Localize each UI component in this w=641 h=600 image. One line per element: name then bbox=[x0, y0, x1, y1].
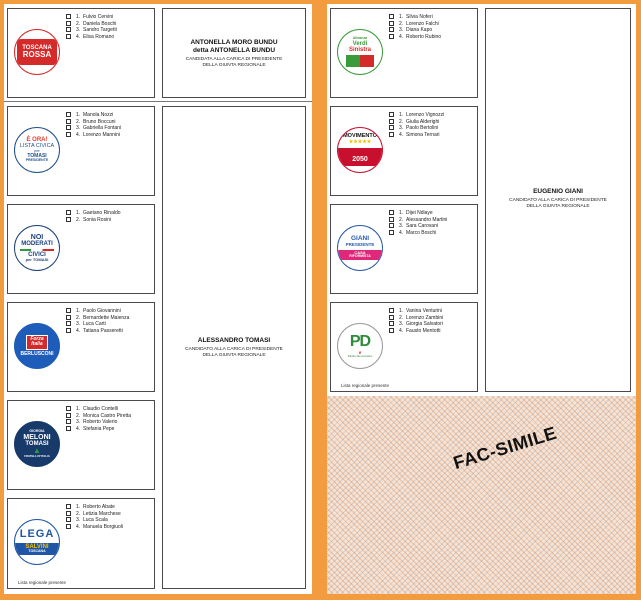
forza-italia-logo bbox=[14, 323, 60, 369]
checkbox[interactable] bbox=[66, 27, 71, 32]
nominee-row[interactable]: 3. Roberto Valerio bbox=[66, 419, 131, 426]
candidate-box-bundu[interactable] bbox=[162, 8, 306, 98]
nominee-name: Silvia Noferi bbox=[406, 14, 433, 20]
list-box-toscana-rossa[interactable] bbox=[7, 8, 155, 98]
nominee-row[interactable]: 3. Luca Scala bbox=[66, 517, 123, 524]
checkbox[interactable] bbox=[389, 321, 394, 326]
nominee-list bbox=[389, 210, 447, 236]
casa-riformista-logo bbox=[337, 225, 383, 271]
nominee-row[interactable]: 3. Paolo Bertolini bbox=[389, 125, 444, 132]
checkbox[interactable] bbox=[66, 413, 71, 418]
checkbox[interactable] bbox=[389, 217, 394, 222]
nominee-name: Dijei Ndiaye bbox=[406, 210, 433, 216]
candidate-name: ALESSANDRO TOMASI bbox=[197, 337, 271, 344]
nominee-row[interactable]: 2. Giulia Alderighi bbox=[389, 119, 444, 126]
nominee-row[interactable]: 3. Luca Carti bbox=[66, 321, 129, 328]
nominee-name: Vanina Venturini bbox=[406, 308, 443, 314]
fratelli-italia-logo bbox=[14, 421, 60, 467]
nominee-row[interactable]: 4. Roberto Rubino bbox=[389, 34, 441, 41]
nominee-row[interactable]: 3. Diana Kapo bbox=[389, 27, 441, 34]
movimento-logo bbox=[337, 127, 383, 173]
checkbox[interactable] bbox=[66, 406, 71, 411]
nominee-name: Luca Carti bbox=[83, 321, 106, 327]
logo-text: PRESIDENTE bbox=[345, 242, 375, 248]
stars-icon: ★★★★★ bbox=[348, 139, 372, 146]
candidate-subtitle: DELLA GIUNTA REGIONALE bbox=[526, 204, 590, 209]
candidate-name: ANTONELLA MORO BUNDU bbox=[190, 39, 278, 46]
nominee-name: Alessandro Martini bbox=[406, 216, 448, 223]
nominee-row[interactable]: 2. Lorenzo Falchi bbox=[389, 21, 441, 28]
nominee-name: Roberto Valerio bbox=[83, 419, 118, 425]
nominee-name: Marco Boschi bbox=[406, 229, 437, 236]
nominee-name: Simona Ternari bbox=[406, 131, 440, 138]
nominee-row[interactable]: 4. Manuela Borgiuoli bbox=[66, 524, 123, 531]
checkbox[interactable] bbox=[389, 21, 394, 26]
nominee-row[interactable]: 1. Vanina Venturini bbox=[389, 308, 443, 315]
avs-green-block bbox=[346, 55, 360, 67]
checkbox[interactable] bbox=[66, 308, 71, 313]
logo-text: Italia bbox=[31, 341, 43, 348]
checkbox[interactable] bbox=[66, 210, 71, 215]
list-box-noi-moderati[interactable] bbox=[7, 204, 155, 294]
nominee-row[interactable]: 3. Sandro Targetti bbox=[66, 27, 117, 34]
nominee-name: Fausto Mentotti bbox=[406, 327, 441, 334]
nominee-name: Bernardette Maienza bbox=[83, 314, 130, 321]
nominee-name: Letizia Marchese bbox=[83, 510, 121, 517]
nominee-name: Manola Nozzi bbox=[83, 112, 114, 118]
checkbox[interactable] bbox=[66, 426, 71, 431]
logo-text: Forza bbox=[30, 336, 44, 343]
nominee-row[interactable]: 2. Letizia Marchese bbox=[66, 511, 123, 518]
logo-text: TOMASI bbox=[27, 152, 47, 159]
nominee-name: Paolo Bertolini bbox=[406, 125, 439, 131]
nominee-list bbox=[66, 210, 121, 223]
logo-text: GIANI bbox=[350, 235, 370, 243]
checkbox[interactable] bbox=[389, 328, 394, 333]
olive-branch-icon: ❦ bbox=[358, 349, 362, 355]
checkbox[interactable] bbox=[66, 217, 71, 222]
nominee-name: Gaetano Rinaldo bbox=[83, 210, 121, 216]
checkbox[interactable] bbox=[389, 230, 394, 235]
nominee-list bbox=[389, 308, 443, 334]
pd-logo bbox=[337, 323, 383, 369]
candidate-box-tomasi[interactable] bbox=[162, 106, 306, 589]
nominee-list bbox=[66, 504, 123, 530]
nominee-row[interactable]: 2. Bruno Boccuni bbox=[66, 119, 121, 126]
logo-text: TOSCANA bbox=[22, 44, 52, 51]
nominee-name: Diana Kapo bbox=[406, 27, 433, 33]
checkbox[interactable] bbox=[389, 223, 394, 228]
candidate-subtitle: DELLA GIUNTA REGIONALE bbox=[202, 63, 266, 68]
logo-text: RIFORMISTA bbox=[349, 254, 371, 259]
flame-icon: ▲ bbox=[33, 446, 41, 456]
nominee-row[interactable]: 1. Manola Nozzi bbox=[66, 112, 121, 119]
checkbox[interactable] bbox=[66, 315, 71, 320]
logo-text: MODERATI bbox=[21, 241, 53, 248]
nominee-row[interactable]: 3. Gabriella Fontani bbox=[66, 125, 121, 132]
nominee-row[interactable]: 3. Giorgia Salvatori bbox=[389, 321, 443, 328]
candidate-alias: detta ANTONELLA BUNDU bbox=[192, 47, 276, 54]
nominee-list bbox=[389, 112, 444, 138]
checkbox[interactable] bbox=[66, 504, 71, 509]
checkbox[interactable] bbox=[389, 27, 394, 32]
nominee-name: Stefania Pepe bbox=[83, 425, 115, 432]
logo-text: 2050 bbox=[352, 155, 368, 163]
checkbox[interactable] bbox=[66, 517, 71, 522]
nominee-row[interactable]: 2. Daniela Boschi bbox=[66, 21, 117, 28]
checkbox[interactable] bbox=[389, 308, 394, 313]
nominee-name: Lorenzo Vignozzi bbox=[406, 112, 445, 118]
logo-text: BERLUSCONI bbox=[20, 350, 54, 357]
nominee-name: Roberto Rubino bbox=[406, 33, 442, 40]
nominee-row[interactable]: 2. Monica Castro Piretta bbox=[66, 413, 131, 420]
nominee-row[interactable]: 4. Elisa Romano bbox=[66, 34, 117, 41]
logo-text: per bbox=[34, 148, 40, 154]
checkbox[interactable] bbox=[66, 524, 71, 529]
avs-red-block bbox=[360, 55, 374, 67]
nominee-row[interactable]: 1. Gaetano Rinaldo bbox=[66, 210, 121, 217]
logo-text: Partito Democratico bbox=[347, 353, 373, 358]
logo-text: SALVINI bbox=[25, 543, 49, 550]
list-box-lega[interactable] bbox=[7, 498, 155, 589]
logo-text: TOMASI bbox=[25, 440, 49, 447]
logo-text: PD bbox=[349, 333, 371, 351]
nominee-row[interactable]: 1. Fulvio Cervini bbox=[66, 14, 117, 21]
toscana-rossa-logo bbox=[14, 29, 60, 75]
list-box-pd[interactable] bbox=[330, 302, 478, 392]
checkbox[interactable] bbox=[389, 132, 394, 137]
nominee-list bbox=[66, 112, 121, 138]
checkbox[interactable] bbox=[389, 112, 394, 117]
nominee-name: Tatiana Passeretti bbox=[83, 327, 123, 334]
list-box-avs[interactable] bbox=[330, 8, 478, 98]
facsimile-label: FAC-SIMILE bbox=[451, 422, 560, 474]
checkbox[interactable] bbox=[66, 419, 71, 424]
nominee-row[interactable]: 1. Lorenzo Vignozzi bbox=[389, 112, 444, 119]
list-box-forza-italia[interactable] bbox=[7, 302, 155, 392]
nominee-name: Lorenzo Zambini bbox=[406, 314, 444, 321]
nominee-row[interactable]: 2. Alessandro Martini bbox=[389, 217, 447, 224]
nominee-name: Lorenzo Falchi bbox=[406, 20, 439, 27]
checkbox[interactable] bbox=[389, 14, 394, 19]
nominee-name: Paolo Giovannini bbox=[83, 308, 121, 314]
checkbox[interactable] bbox=[66, 14, 71, 19]
nominee-name: Monica Castro Piretta bbox=[83, 412, 132, 419]
nominee-name: Lorenzo Mannini bbox=[83, 131, 120, 138]
nominee-row[interactable]: 2. Lorenzo Zambini bbox=[389, 315, 443, 322]
nominee-row[interactable]: 3. Sara Carovani bbox=[389, 223, 447, 230]
logo-text: Sinistra bbox=[348, 46, 371, 53]
checkbox[interactable] bbox=[389, 34, 394, 39]
nominee-list bbox=[389, 14, 441, 40]
checkbox[interactable] bbox=[389, 125, 394, 130]
nominee-row[interactable]: 1. Claudio Contelli bbox=[66, 406, 131, 413]
group-divider bbox=[4, 101, 312, 102]
nominee-name: Elisa Romano bbox=[83, 33, 115, 40]
nominee-name: Claudio Contelli bbox=[83, 406, 119, 412]
checkbox[interactable] bbox=[389, 210, 394, 215]
list-box-movimento[interactable] bbox=[330, 106, 478, 196]
candidate-subtitle: CANDIDATO ALLA CARICA DI PRESIDENTE bbox=[185, 347, 283, 352]
nominee-list bbox=[66, 14, 117, 40]
nominee-name: Roberto Abate bbox=[83, 504, 115, 510]
candidate-subtitle: CANDIDATA ALLA CARICA DI PRESIDENTE bbox=[185, 57, 283, 62]
nominee-row[interactable]: 4. Stefania Pepe bbox=[66, 426, 131, 433]
nominee-row[interactable]: 1. Silvia Noferi bbox=[389, 14, 441, 21]
nominee-name: Sonia Rosini bbox=[83, 216, 112, 223]
checkbox[interactable] bbox=[389, 315, 394, 320]
avs-logo bbox=[337, 29, 383, 75]
facsimile-hatched-area bbox=[327, 396, 636, 594]
nominee-name: Giorgia Salvatori bbox=[406, 321, 443, 327]
checkbox[interactable] bbox=[66, 21, 71, 26]
checkbox[interactable] bbox=[66, 511, 71, 516]
candidate-subtitle: CANDIDATO ALLA CARICA DI PRESIDENTE bbox=[509, 198, 607, 203]
checkbox[interactable] bbox=[66, 132, 71, 137]
nominee-row[interactable]: 4. Marco Boschi bbox=[389, 230, 447, 237]
candidate-subtitle: DELLA GIUNTA REGIONALE bbox=[202, 353, 266, 358]
nominee-name: Giulia Alderighi bbox=[406, 118, 440, 125]
regional-list-note: Lista regionale presente bbox=[341, 383, 390, 388]
checkbox[interactable] bbox=[389, 119, 394, 124]
nominee-name: Manuela Borgiuoli bbox=[83, 523, 124, 530]
candidate-name: EUGENIO GIANI bbox=[533, 188, 583, 195]
nominee-row[interactable]: 1. Dijei Ndiaye bbox=[389, 210, 447, 217]
nominee-name: Daniela Boschi bbox=[83, 20, 117, 27]
logo-text: FRATELLI D'ITALIA bbox=[24, 454, 50, 459]
nominee-row[interactable]: 4. Simona Ternari bbox=[389, 132, 444, 139]
tricolor-stripe bbox=[20, 249, 54, 251]
logo-text: Verdi bbox=[352, 40, 368, 47]
nominee-list bbox=[66, 308, 129, 334]
nominee-name: Sandro Targetti bbox=[83, 27, 117, 33]
logo-text: CIVICI bbox=[28, 251, 46, 258]
logo-text: NOI bbox=[30, 233, 44, 241]
nominee-name: Luca Scala bbox=[83, 517, 108, 523]
list-box-lista-civica[interactable] bbox=[7, 106, 155, 196]
nominee-name: Gabriella Fontani bbox=[83, 125, 122, 131]
lega-logo bbox=[14, 519, 60, 565]
checkbox[interactable] bbox=[66, 112, 71, 117]
logo-text: MELONI bbox=[23, 433, 51, 441]
noi-moderati-logo bbox=[14, 225, 60, 271]
logo-text: ROSSA bbox=[22, 49, 52, 59]
nominee-row[interactable]: 4. Tatiana Passeretti bbox=[66, 328, 129, 335]
nominee-row[interactable]: 2. Bernardette Maienza bbox=[66, 315, 129, 322]
logo-text: LISTA CIVICA bbox=[19, 142, 55, 149]
logo-text: CASA bbox=[354, 249, 366, 255]
checkbox[interactable] bbox=[66, 119, 71, 124]
logo-text: LEGA bbox=[19, 528, 55, 541]
logo-text: TOSCANA bbox=[28, 549, 46, 554]
logo-text: È ORA! bbox=[26, 137, 48, 144]
nominee-list bbox=[66, 406, 131, 432]
checkbox[interactable] bbox=[66, 34, 71, 39]
nominee-row[interactable]: 1. Roberto Abate bbox=[66, 504, 123, 511]
candidate-box-giani[interactable] bbox=[485, 8, 631, 392]
nominee-name: Fulvio Cervini bbox=[83, 14, 114, 20]
logo-text: GIORGIA bbox=[29, 428, 45, 433]
logo-text: per TOMASI bbox=[25, 256, 49, 262]
list-box-fratelli-italia[interactable] bbox=[7, 400, 155, 490]
checkbox[interactable] bbox=[66, 125, 71, 130]
list-box-casa-riformista[interactable] bbox=[330, 204, 478, 294]
logo-text: Alleanza bbox=[352, 35, 368, 40]
logo-text: PRESIDENTE bbox=[25, 157, 49, 162]
nominee-row[interactable]: 4. Lorenzo Mannini bbox=[66, 132, 121, 139]
nominee-row[interactable]: 4. Fausto Mentotti bbox=[389, 328, 443, 335]
nominee-name: Sara Carovani bbox=[406, 223, 438, 229]
lista-civica-logo bbox=[14, 127, 60, 173]
checkbox[interactable] bbox=[66, 328, 71, 333]
logo-text: MOVIMENTO bbox=[343, 133, 377, 140]
nominee-name: Bruno Boccuni bbox=[83, 118, 116, 125]
regional-list-note: Lista regionale presente bbox=[18, 580, 67, 585]
nominee-row[interactable]: 1. Paolo Giovannini bbox=[66, 308, 129, 315]
nominee-row[interactable]: 2. Sonia Rosini bbox=[66, 217, 121, 224]
checkbox[interactable] bbox=[66, 321, 71, 326]
